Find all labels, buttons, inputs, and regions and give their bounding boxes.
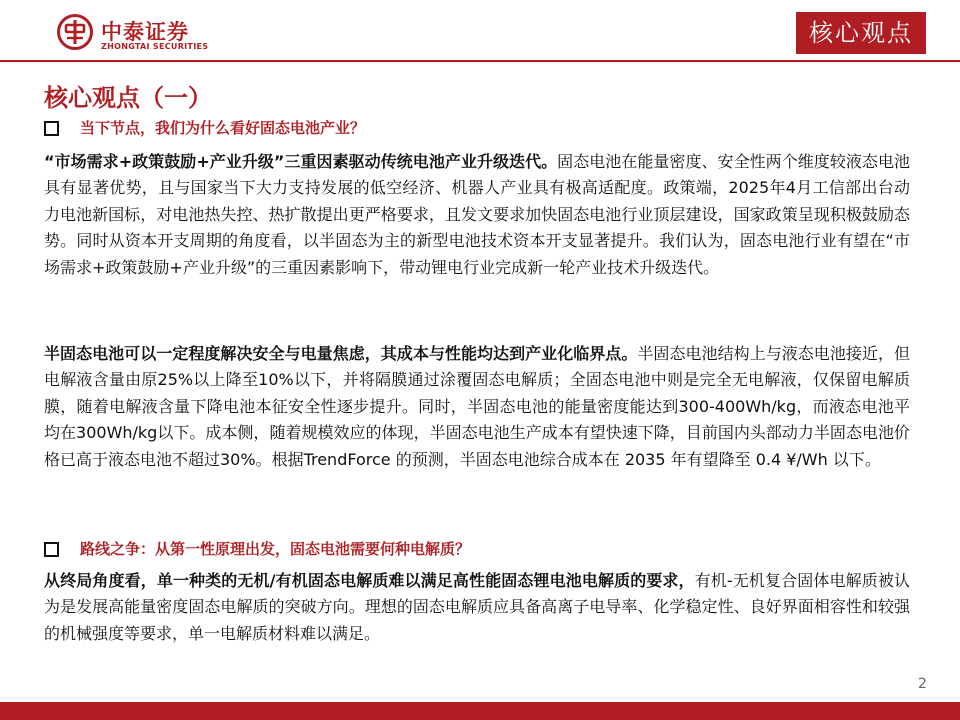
section-heading-text: 当下节点，我们为什么看好固态电池产业？ bbox=[80, 119, 366, 137]
section-heading-text: 路线之争：从第一性原理出发，固态电池需要何种电解质？ bbox=[80, 540, 471, 558]
paragraph-electrolyte bbox=[44, 568, 910, 647]
paragraph-lead: 半固态电池可以一定程度解决安全与电量焦虑，其成本与性能均达到产业化临界点。 bbox=[44, 344, 638, 363]
paragraph-body: 半固态电池结构上与液态电池接近，但电解液含量由原25%以上降至10%以下，并将隔膜通过涂覆固态电解质；全固态电池中则是完全无电解液，仅保留电解质膜，随着电解液含量下降电池本征安全性逐步提升。同时，半固态电池的能量密度能达到300-400Wh/kg，而液态电池平均在300Wh/kg以下。成本侧，随着规模效应的体现，半固态电池生产成本有望快速下降，目前国内头部动力半固态电池价格已高于液态电池不超过30%。根据TrendForce 的预测，半固态电池综合成本在 2035 年有望降至 0.4 ¥/Wh 以下。 bbox=[44, 344, 910, 469]
page-header bbox=[0, 0, 960, 62]
paragraph-lead: 从终局角度看，单一种类的无机/有机固态电解质难以满足高性能固态锂电池电解质的要求， bbox=[44, 571, 695, 590]
logo-english-name: ZHONGTAI SECURITIES bbox=[101, 42, 209, 51]
logo-chinese-name: 中泰证券 bbox=[101, 20, 189, 44]
paragraph-lead: “市场需求+政策鼓励+产业升级”三重因素驱动传统电池产业升级迭代。 bbox=[44, 152, 558, 171]
paragraph-body: 固态电池在能量密度、安全性两个维度较液态电池具有显著优势，且与国家当下大力支持发展的低空经济、机器人产业具有极高适配度。政策端，2025年4月工信部出台动力电池新国标，对电池热失控、热扩散提出更严格要求，且发文要求加快固态电池行业顶层建设，国家政策呈现积极鼓励态势。同时从资本开支周期的角度看，以半固态为主的新型电池技术资本开支显著提升。我们认为，固态电池行业有望在“市场需求+政策鼓励+产业升级”的三重因素影响下，带动锂电行业完成新一轮产业技术升级迭代。 bbox=[44, 152, 910, 277]
page-number: 2 bbox=[918, 676, 927, 692]
paragraph-semi-solid bbox=[44, 341, 910, 473]
page-title: 核心观点（一） bbox=[44, 84, 212, 112]
paragraph-body: 有机-无机复合固体电解质被认为是发展高能量密度固态电解质的突破方向。理想的固态电解质应具备高离子电导率、化学稳定性、良好界面相容性和较强的机械强度等要求，单一电解质材料难以满足。 bbox=[44, 571, 910, 643]
header-badge: 核心观点 bbox=[796, 12, 926, 54]
company-logo bbox=[57, 14, 317, 54]
zhongtai-logo-icon bbox=[57, 14, 93, 50]
square-bullet-icon bbox=[44, 121, 59, 136]
footer-bar bbox=[0, 702, 960, 720]
header-divider bbox=[0, 60, 960, 62]
square-bullet-icon bbox=[44, 542, 59, 557]
paragraph-drivers bbox=[44, 149, 910, 281]
